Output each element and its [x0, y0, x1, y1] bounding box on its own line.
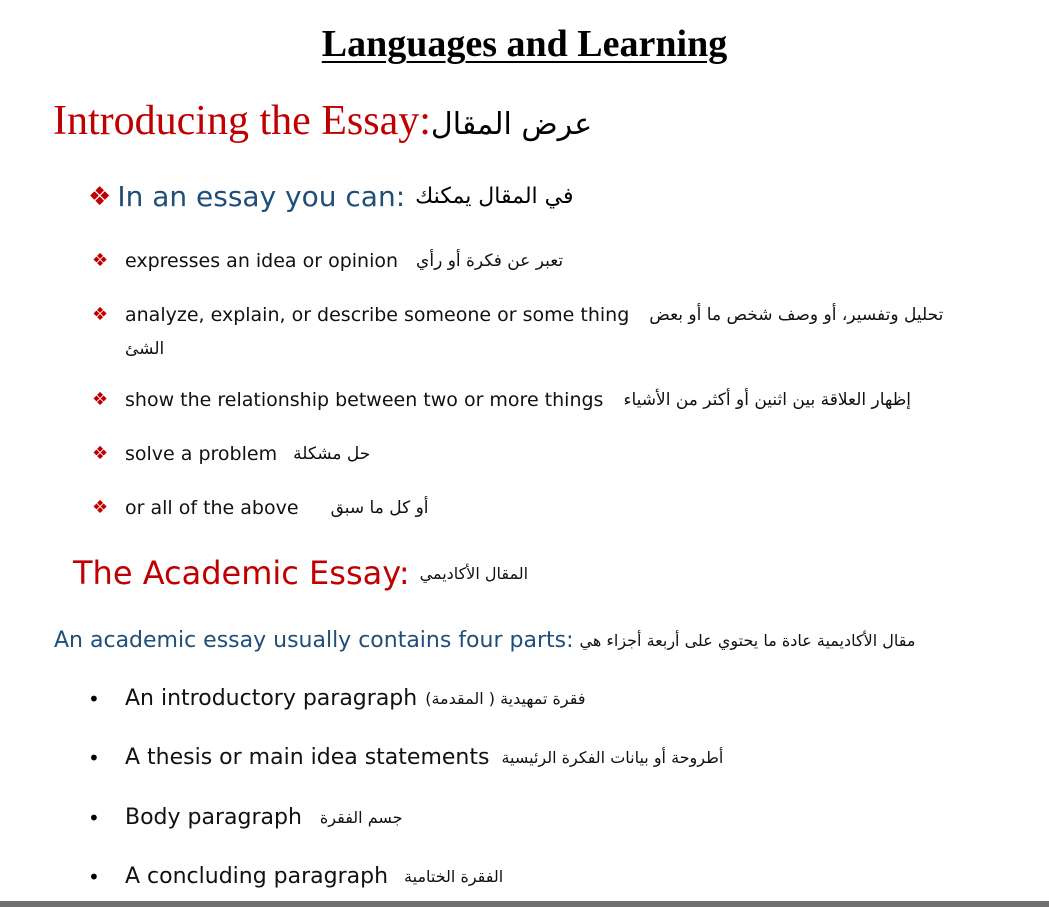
- diamond-bullet-icon: ❖: [92, 443, 109, 464]
- list-item: [92, 497, 429, 519]
- intro-heading-arabic: عرض المقال: [430, 107, 593, 142]
- intro-heading-english: Introducing the Essay:: [53, 98, 431, 144]
- part-arabic: جسم الفقرة: [319, 808, 403, 827]
- diamond-bullet-icon: ❖: [88, 181, 112, 212]
- part-english: A thesis or main idea statements: [125, 745, 490, 770]
- list-item-arabic: أو كل ما سبق: [330, 498, 429, 518]
- list-item: [88, 864, 503, 889]
- essay-can-heading: [88, 180, 574, 213]
- part-english: A concluding paragraph: [125, 864, 389, 889]
- document-title: Languages and Learning: [321, 23, 728, 65]
- round-bullet-icon: •: [88, 864, 100, 889]
- round-bullet-icon: •: [88, 686, 100, 711]
- essay-can-english: In an essay you can:: [117, 180, 406, 213]
- part-arabic: فقرة تمهيدية ( المقدمة): [425, 689, 586, 708]
- essay-can-arabic: في المقال يمكنك: [415, 184, 574, 209]
- list-item: [88, 686, 585, 711]
- list-item-english: expresses an idea or opinion: [125, 250, 399, 272]
- round-bullet-icon: •: [88, 745, 100, 770]
- diamond-bullet-icon: ❖: [92, 304, 109, 325]
- part-arabic: أطروحة أو بيانات الفكرة الرئيسية: [501, 748, 724, 767]
- part-arabic: الفقرة الختامية: [404, 867, 504, 886]
- diamond-bullet-icon: ❖: [92, 497, 109, 518]
- list-item-arabic: تحليل وتفسير، أو وصف شخص ما أو بعض: [649, 305, 944, 325]
- list-item-arabic: حل مشكلة: [293, 444, 371, 464]
- academic-essay-heading: [73, 554, 528, 592]
- contains-arabic: مقال الأكاديمية عادة ما يحتوي على أربعة أجزاء هي: [579, 631, 916, 650]
- diamond-bullet-icon: ❖: [92, 389, 109, 410]
- page-bottom-divider: [0, 901, 1049, 907]
- list-item-english: or all of the above: [125, 497, 299, 519]
- academic-contains-line: [54, 628, 915, 653]
- list-item: [92, 304, 943, 326]
- list-item: [88, 745, 723, 770]
- introducing-essay-heading: [53, 97, 592, 145]
- academic-heading-arabic: المقال الأكاديمي: [419, 563, 529, 583]
- list-item-english: solve a problem: [125, 443, 278, 465]
- academic-heading-english: The Academic Essay:: [73, 554, 410, 592]
- list-item: [92, 389, 911, 411]
- list-item: [88, 805, 403, 830]
- contains-english: An academic essay usually contains four parts:: [54, 628, 574, 653]
- part-english: An introductory paragraph: [125, 686, 418, 711]
- list-item: [92, 250, 563, 272]
- part-english: Body paragraph: [125, 805, 302, 830]
- round-bullet-icon: •: [88, 805, 100, 830]
- list-item-english: show the relationship between two or more things: [125, 389, 604, 411]
- diamond-bullet-icon: ❖: [92, 250, 109, 271]
- list-item-english: analyze, explain, or describe someone or some thing: [125, 304, 630, 326]
- list-item-arabic: تعبر عن فكرة أو رأي: [416, 251, 564, 271]
- list-item: [92, 443, 370, 465]
- list-item-arabic: إظهار العلاقة بين اثنين أو أكثر من الأشياء: [623, 390, 911, 410]
- list-item-arabic-wrap: الشئ: [125, 339, 165, 359]
